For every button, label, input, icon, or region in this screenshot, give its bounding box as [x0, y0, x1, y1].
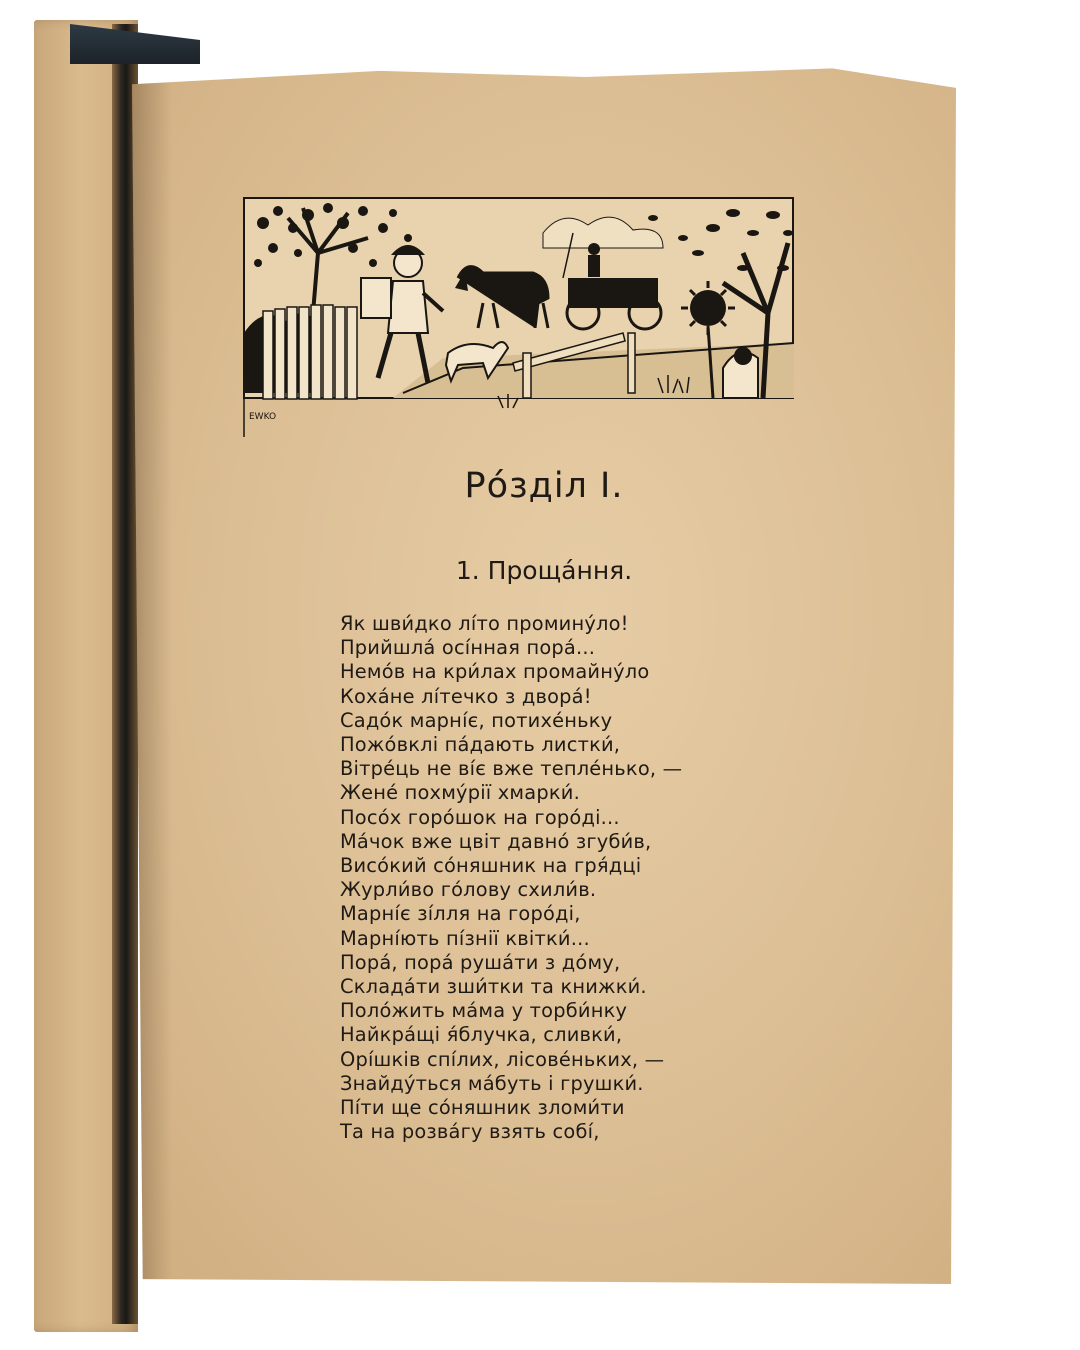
poem-line: Марні́є зі́лля на горо́ді,: [340, 902, 581, 926]
poem-line: Пожо́вклі па́дають листки́,: [340, 733, 621, 757]
poem-text: [340, 612, 760, 1144]
poem-line: Поло́жить ма́ма у торби́нку: [340, 999, 628, 1023]
poem-line: Коха́не лі́течко з двора́!: [340, 684, 592, 708]
poem-line: Як шви́дко лі́то промину́ло!: [340, 612, 629, 635]
poem-line: Висо́кий со́няшник на гря́дці: [340, 854, 642, 878]
poem-line: Марні́ють пі́знії квітки́...: [340, 926, 590, 950]
poem-line: Та на розва́гу взять собі́,: [340, 1120, 600, 1144]
poem-line: Ма́чок вже цвіт давно́ згуби́в,: [340, 829, 652, 853]
poem-line: Знайду́ться ма́буть і грушки́.: [340, 1071, 644, 1095]
poem-line: Жене́ похму́рії хмарки́.: [340, 781, 580, 805]
poem-line: Пора́, пора́ руша́ти з до́му,: [340, 950, 621, 974]
poem-line: Журли́во го́лову схили́в.: [340, 878, 597, 902]
poem-line: Вітре́ць не ві́є вже тепле́нько, —: [340, 757, 683, 781]
poem-line: Пі́ти ще со́няшник зломи́ти: [340, 1096, 625, 1120]
poem-title: 1. Проща́ння.: [455, 556, 633, 585]
poem-line: Садо́к марні́є, потихе́ньку: [340, 708, 613, 732]
poem-line: Склада́ти зши́тки та книжки́.: [340, 975, 647, 999]
poem-line: Найкра́щі я́блучка, сливки́,: [340, 1023, 623, 1047]
chapter-illustration: [243, 193, 794, 437]
poem-line: Орі́шків спі́лих, лісове́ньких, —: [340, 1047, 665, 1071]
svg-text:EWKO: EWKO: [249, 412, 277, 422]
chapter-title: Ро́зділ I.: [464, 466, 624, 506]
poem-line: Прийшла́ осі́нная пора́...: [340, 636, 596, 660]
poem-line: Посо́х горо́шок на горо́ді...: [340, 805, 620, 829]
poem-line: Немо́в на кри́лах промайну́ло: [340, 660, 650, 684]
